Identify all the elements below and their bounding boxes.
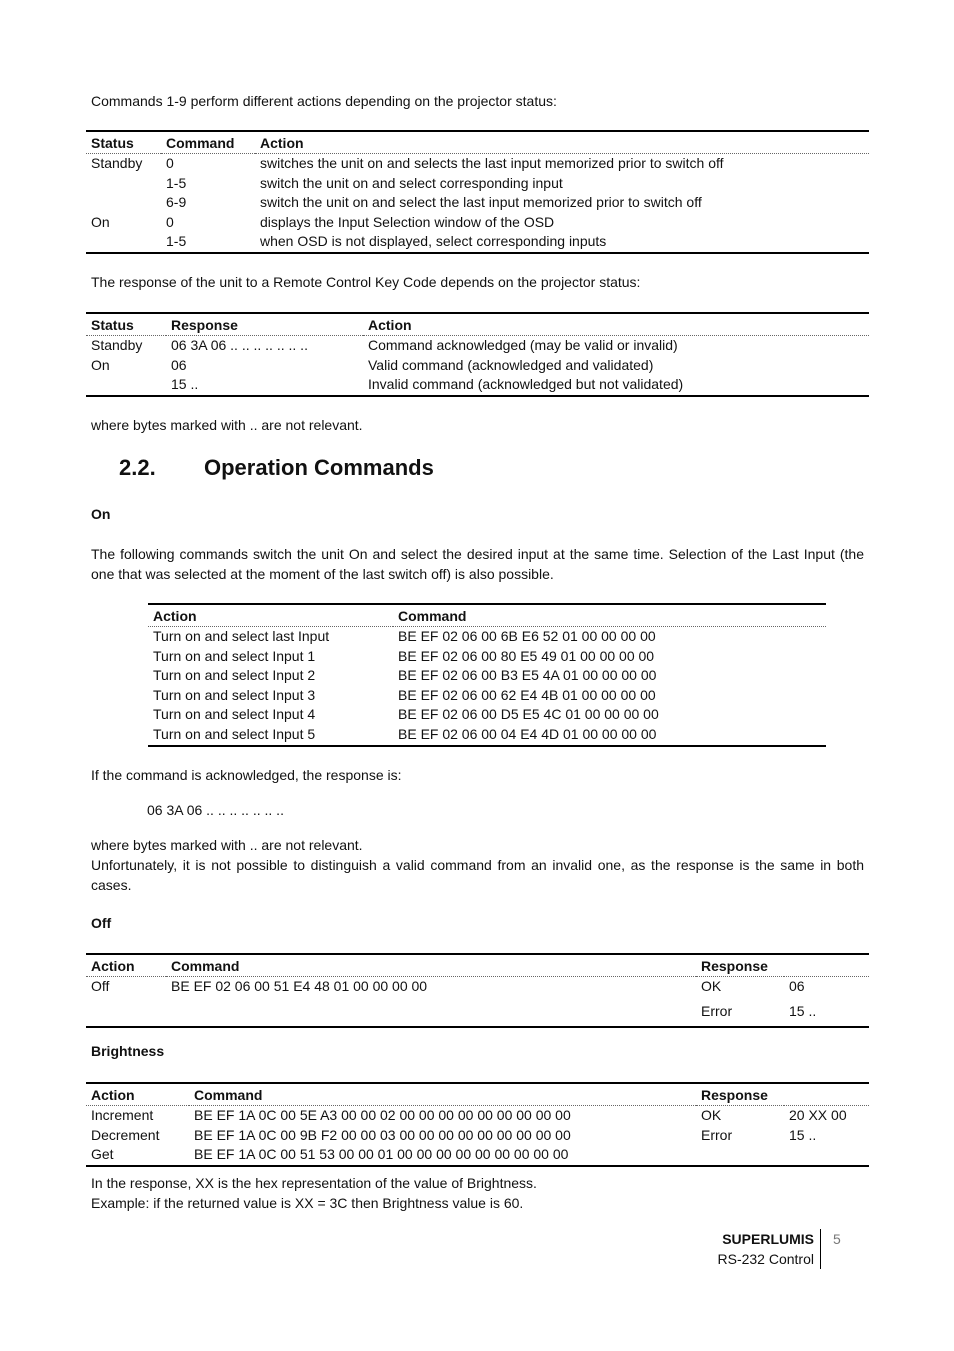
cell: switches the unit on and selects the last input memorized prior to switch off	[260, 155, 724, 171]
cell: switch the unit on and select the last input memorized prior to switch off	[260, 194, 702, 211]
cell: Turn on and select Input 1	[153, 647, 316, 664]
cell: BE EF 02 06 00 B3 E5 4A 01 00 00 00 00	[398, 667, 657, 684]
footer-subtitle: RS-232 Control	[717, 1251, 814, 1267]
table-row	[148, 666, 826, 686]
brightness-title: Brightness	[91, 1043, 165, 1059]
footer-brand: SUPERLUMIS	[722, 1231, 814, 1247]
cell: Command acknowledged (may be valid or invalid)	[368, 337, 678, 353]
ack-response: 06 3A 06 .. .. .. .. .. .. ..	[147, 802, 284, 818]
table-row	[86, 1126, 869, 1146]
ack-text: If the command is acknowledged, the response is:	[91, 767, 402, 783]
cell: 1-5	[166, 174, 187, 191]
col-action: Action	[86, 1083, 189, 1106]
cell	[166, 997, 696, 1027]
cell: 1-5	[161, 232, 255, 253]
table-row	[86, 375, 869, 396]
cell: Invalid command (acknowledged but not validated)	[363, 375, 869, 396]
on-title: On	[91, 506, 111, 522]
cell: Turn on and select Input 2	[153, 667, 316, 684]
brightness-note-1: In the response, XX is the hex representation of the value of Brightness.	[91, 1175, 537, 1191]
cell	[86, 232, 161, 253]
cell: OK	[701, 1107, 722, 1123]
table-row	[86, 174, 869, 194]
table-row	[86, 997, 869, 1027]
cell: BE EF 02 06 00 D5 E5 4C 01 00 00 00 00	[398, 706, 659, 723]
cell: BE EF 02 06 00 6B E6 52 01 00 00 00 00	[398, 628, 656, 644]
table-row	[86, 356, 869, 376]
cell: Off	[91, 978, 110, 994]
cell: 20 XX 00	[789, 1107, 847, 1123]
col-action: Action	[86, 954, 166, 977]
cell: 0	[166, 155, 174, 171]
cell: 06 3A 06 .. .. .. .. .. .. ..	[171, 337, 308, 353]
page-number: 5	[833, 1231, 841, 1247]
cell: 15 ..	[789, 1126, 817, 1143]
cell: 15 ..	[784, 997, 869, 1027]
table-row	[148, 705, 826, 725]
cell: BE EF 1A 0C 00 51 53 00 00 01 00 00 00 00 00 00 00 00 00	[189, 1145, 696, 1166]
table-row	[148, 725, 826, 746]
cell: Valid command (acknowledged and validated)	[368, 356, 654, 373]
col-command: Command	[166, 954, 696, 977]
cell	[696, 1145, 784, 1166]
cell: when OSD is not displayed, select corresponding inputs	[255, 232, 869, 253]
brightness-table	[86, 1082, 869, 1167]
response-intro: The response of the unit to a Remote Control Key Code depends on the projector status:	[91, 274, 641, 290]
table-row	[86, 213, 869, 233]
cell: BE EF 1A 0C 00 9B F2 00 00 03 00 00 00 00 00 00 00 00 00	[194, 1126, 571, 1143]
not-relevant-note: where bytes marked with .. are not relevant.	[91, 417, 363, 433]
cell: Error	[696, 997, 784, 1027]
off-table	[86, 953, 869, 1028]
cell: displays the Input Selection window of the OSD	[260, 213, 555, 230]
cell: Turn on and select Input 5	[148, 725, 393, 746]
cell	[784, 1145, 869, 1166]
cell: OK	[701, 978, 722, 994]
cell: 6-9	[166, 194, 187, 211]
cell: Standby	[91, 337, 143, 353]
table-row	[86, 232, 869, 253]
col-status: Status	[86, 131, 161, 154]
table-row	[86, 977, 869, 997]
brightness-note-2: Example: if the returned value is XX = 3C then Brightness value is 60.	[91, 1195, 524, 1211]
cell: 06	[171, 356, 187, 373]
section-title: Operation Commands	[204, 455, 434, 480]
cell: Turn on and select Input 4	[153, 706, 316, 723]
col-command: Command	[189, 1083, 696, 1106]
cell: switch the unit on and select corresponding input	[260, 174, 563, 191]
response-table	[86, 312, 869, 397]
table-row	[148, 686, 826, 706]
not-relevant-note-2: where bytes marked with .. are not relevant.	[91, 837, 363, 853]
on-description: The following commands switch the unit On and select the desired input at the same time. Selection of the Last Input (the one that was selected at the moment of the last switch off) is also possible.	[91, 546, 864, 582]
on-commands-table	[148, 603, 826, 747]
col-response: Response	[166, 313, 363, 336]
table-row	[148, 647, 826, 667]
cell: Turn on and select last Input	[153, 628, 330, 644]
table-row	[148, 627, 826, 647]
cell: On	[91, 356, 110, 373]
col-response: Response	[696, 954, 869, 977]
col-action: Action	[255, 131, 869, 154]
col-response: Response	[696, 1083, 869, 1106]
intro-text: Commands 1-9 perform different actions depending on the projector status:	[91, 93, 557, 109]
table-row	[86, 336, 869, 356]
cell: Error	[701, 1126, 733, 1143]
col-command: Command	[393, 604, 826, 627]
cell	[86, 997, 166, 1027]
cell: 0	[166, 213, 174, 230]
col-status: Status	[86, 313, 166, 336]
cell: BE EF 1A 0C 00 5E A3 00 00 02 00 00 00 00 00 00 00 00 00	[194, 1107, 571, 1123]
cell	[86, 174, 161, 194]
cell: Get	[86, 1145, 189, 1166]
section-heading	[119, 455, 434, 481]
cell: Standby	[91, 155, 143, 171]
table-row	[86, 193, 869, 213]
cell: 15 ..	[166, 375, 363, 396]
col-command: Command	[161, 131, 255, 154]
cell: Increment	[91, 1107, 154, 1123]
cell: Turn on and select Input 3	[153, 686, 316, 703]
table-row	[86, 154, 869, 174]
status-command-table	[86, 130, 869, 254]
off-title: Off	[91, 915, 112, 931]
cell: BE EF 02 06 00 04 E4 4D 01 00 00 00 00	[393, 725, 826, 746]
page-footer	[718, 1229, 822, 1269]
cell: 06	[789, 978, 805, 994]
cell	[86, 375, 166, 396]
cell: BE EF 02 06 00 80 E5 49 01 00 00 00 00	[398, 647, 655, 664]
cell: Decrement	[91, 1126, 160, 1143]
unfortunately-note: Unfortunately, it is not possible to distinguish a valid command from an invalid one, as the response is the same in both cases.	[91, 857, 864, 893]
col-action: Action	[148, 604, 393, 627]
cell: On	[91, 213, 110, 230]
table-row	[86, 1145, 869, 1166]
cell	[86, 193, 161, 213]
section-number: 2.2.	[119, 455, 156, 480]
col-action: Action	[363, 313, 869, 336]
table-row	[86, 1106, 869, 1126]
cell: BE EF 02 06 00 62 E4 4B 01 00 00 00 00	[398, 686, 656, 703]
cell: BE EF 02 06 00 51 E4 48 01 00 00 00 00	[171, 978, 428, 994]
